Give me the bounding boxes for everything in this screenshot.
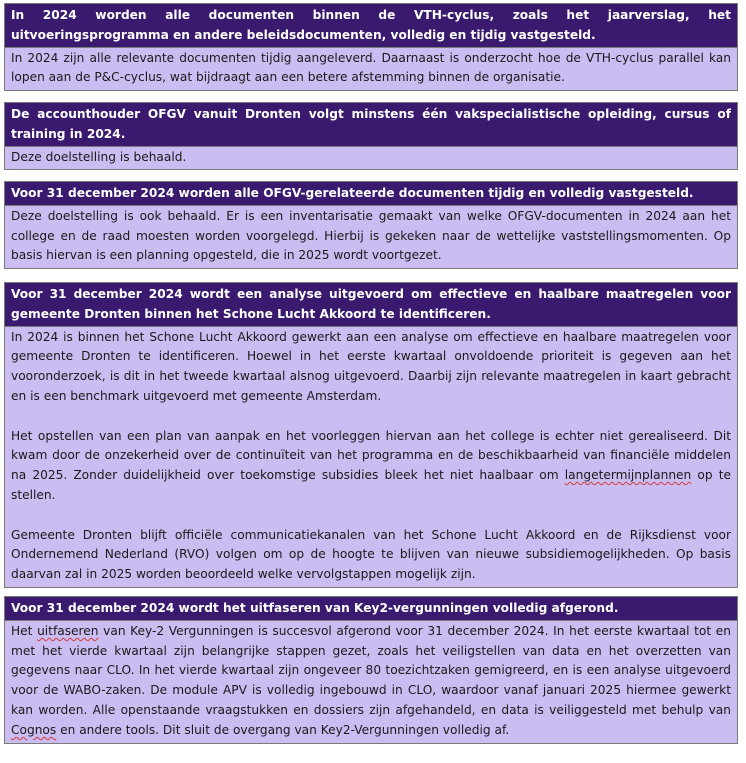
p2-end: op te stellen. bbox=[11, 468, 731, 502]
result-paragraph bbox=[11, 622, 731, 741]
goal-result bbox=[5, 47, 737, 91]
goal-header: Voor 31 december 2024 wordt het uitfaseren van Key2-vergunningen volledig afgerond. bbox=[5, 597, 737, 620]
text-run: en andere tools. Dit sluit de overgang van Key2-Vergunningen volledig af. bbox=[56, 722, 510, 737]
spellcheck-word: langetermijnplannen bbox=[564, 468, 692, 483]
goal-section-vth-documents bbox=[4, 3, 738, 91]
goal-section-key2 bbox=[4, 596, 738, 744]
goal-header: De accounthouder OFGV vanuit Dronten volgt minstens één vakspecialistische opleiding, cursus of training in 2024. bbox=[5, 103, 737, 146]
text-run: Het bbox=[11, 623, 38, 638]
goal-section-training bbox=[4, 102, 738, 170]
result-paragraph-1: In 2024 is binnen het Schone Lucht Akkoord gewerkt aan een analyse om effectieve en haalbare maatregelen voor gemeente Dronten te identificeren. Hoewel in het eerste kwartaal onvoldoende prioriteit is gegeven aan het vooronderzoek, is dit in het tweede kwartaal alsnog uitgevoerd. Daarbij zijn relevante maatregelen in kaart gebracht en is een benchmark uitgevoerd met gemeente Amsterdam. bbox=[11, 329, 731, 403]
goal-header: Voor 31 december 2024 worden alle OFGV-gerelateerde documenten tijdig en volledig vastgesteld. bbox=[5, 182, 737, 205]
result-paragraph-2 bbox=[11, 427, 731, 506]
result-paragraph: In 2024 zijn alle relevante documenten tijdig aangeleverd. Daarnaast is onderzocht hoe de VTH-cyclus parallel kan lopen aan de P&C-cyclus, wat bijdraagt aan een betere afstemming binnen de organisatie. bbox=[11, 50, 731, 85]
goal-result bbox=[5, 205, 737, 268]
goal-section-schone-lucht bbox=[4, 282, 738, 588]
text-run: van Key-2 Vergunningen is succesvol afgerond voor 31 december 2024. In het eerste kwartaal tot en met het vierde kwartaal zijn belangrijke stappen gezet, zoals het veiligstellen van data en het overzetten van gegevens naar CLO. In het vierde kwartaal zijn ongeveer 80 toezichtzaken gemigreerd, en is een analyse uitgevoerd voor de WABO-zaken. De module APV is volledig ingebouwd in CLO, waardoor vanaf januari 2025 hiermee gewerkt kan worden. Alle openstaande vraagstukken en dossiers zijn afgehandeld, en data is veiliggesteld met behulp van bbox=[11, 623, 731, 717]
goal-result bbox=[5, 146, 737, 170]
goal-header: In 2024 worden alle documenten binnen de VTH-cyclus, zoals het jaarverslag, het uitvoeringsprogramma en andere beleidsdocumenten, volledig en tijdig vastgesteld. bbox=[5, 4, 737, 47]
p2-start: Het opstellen van een plan van aanpak en het voorleggen hiervan aan het college is echter niet gerealiseerd. Dit kwam door de onzekerheid over de continuïteit van het programma en de beschikbaarheid van financiële middelen na 2025. Zonder duidelijkheid over toekomstige subsidies bleek het niet haalbaar om bbox=[11, 428, 731, 483]
goal-result bbox=[5, 326, 737, 587]
goal-section-ofgv-documents bbox=[4, 181, 738, 269]
result-paragraph: Deze doelstelling is ook behaald. Er is een inventarisatie gemaakt van welke OFGV-documenten in 2024 aan het college en de raad moesten worden voorgelegd. Hierbij is gekeken naar de wettelijke vaststellingsmomenten. Op basis hiervan is een planning opgesteld, die in 2025 wordt voortgezet. bbox=[11, 208, 731, 263]
result-paragraph-3: Gemeente Dronten blijft officiële communicatiekanalen van het Schone Lucht Akkoord en de Rijksdienst voor Ondernemend Nederland (RVO) volgen om op de hoogte te blijven van nieuwe subsidiemogelijkheden. Op basis daarvan zal in 2025 worden beoordeeld welke vervolgstappen mogelijk zijn. bbox=[11, 527, 731, 582]
goal-header: Voor 31 december 2024 wordt een analyse uitgevoerd om effectieve en haalbare maatregelen voor gemeente Dronten binnen het Schone Lucht Akkoord te identificeren. bbox=[5, 283, 737, 326]
spellcheck-word: Cognos bbox=[11, 722, 57, 737]
result-paragraph: Deze doelstelling is behaald. bbox=[11, 149, 187, 164]
goal-result bbox=[5, 620, 737, 743]
spellcheck-word: uitfaseren bbox=[37, 623, 99, 638]
